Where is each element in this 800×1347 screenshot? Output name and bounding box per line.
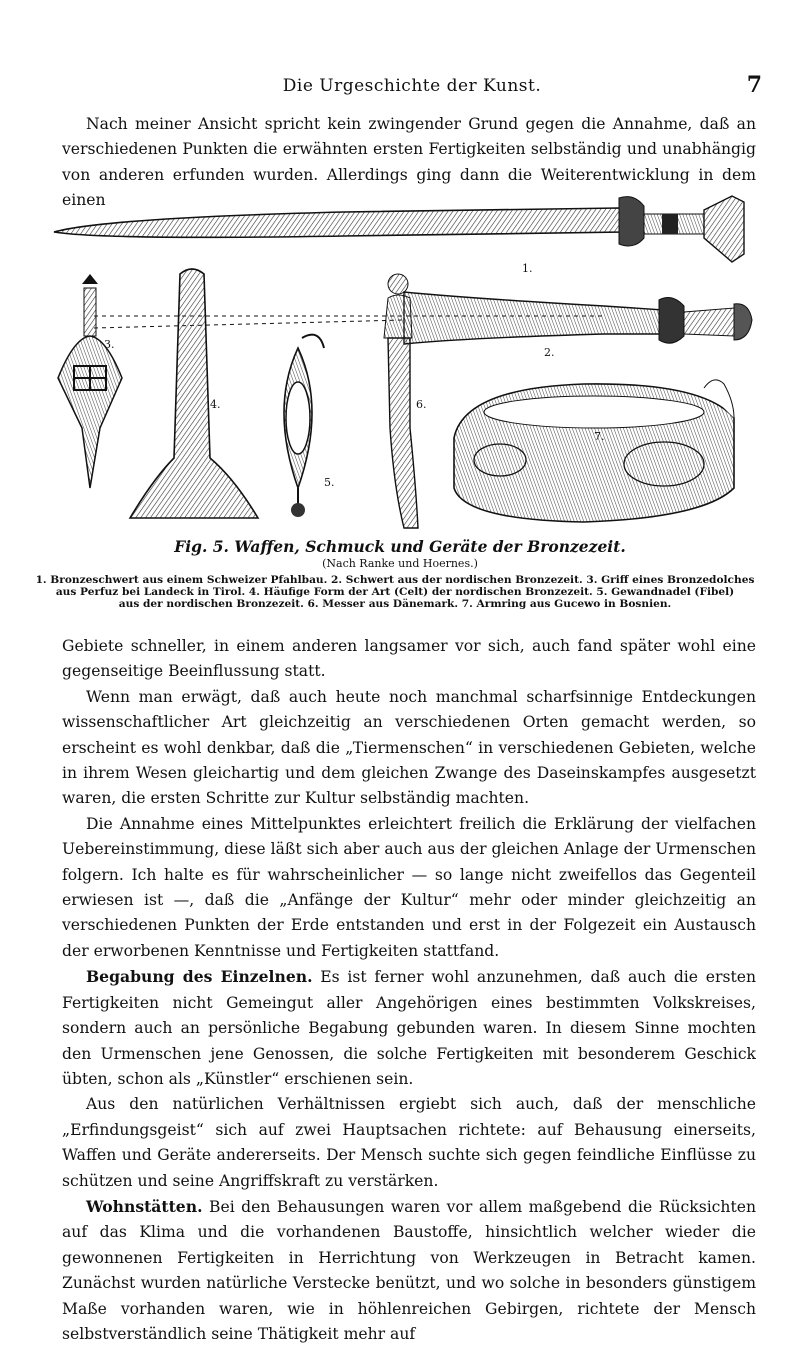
figure-label-2: 2. bbox=[544, 346, 555, 359]
figure-illustration bbox=[44, 188, 756, 538]
figure-legend-line: aus Perfuz bei Landeck in Tirol. 4. Häufige Form der Art (Celt) der nordischen Bronzezeit. 5. Gewandnadel (Fibel) bbox=[55, 586, 735, 598]
paragraph-text: Bei den Behausungen waren vor allem maßgebend die Rücksichten auf das Klima und die vorhandenen Baustoffe, hinsichtlich welcher wieder die gewonnenen Fertigkeiten in Herrichtung von Werkzeugen in Betracht kamen. Zunächst wurden natürliche Verstecke benützt, und wo solche in besonders günstigem Maße vorhanden waren, wie in höhlenreichen Gebirgen, richtete der Mensch selbstverständlich seine Thätigkeit mehr auf bbox=[62, 1197, 756, 1343]
figure-label-4: 4. bbox=[210, 398, 221, 411]
dagger-3-drawing bbox=[58, 274, 122, 488]
figure-legend bbox=[34, 574, 756, 610]
figure-legend-line: 1. Bronzeschwert aus einem Schweizer Pfahlbau. 2. Schwert aus der nordischen Bronzezeit. 3. Griff eines Bronzedolches bbox=[35, 574, 755, 586]
body-text bbox=[62, 634, 756, 1347]
section-heading-begabung: Begabung des Einzelnen. bbox=[86, 967, 313, 987]
paragraph-continuation: Gebiete schneller, in einem anderen langsamer vor sich, auch fand später wohl eine gegenseitige Beeinflussung statt. bbox=[62, 637, 756, 681]
bronze-age-figure bbox=[44, 188, 756, 538]
page-number: 7 bbox=[746, 72, 762, 98]
paragraph: Wenn man erwägt, daß auch heute noch manchmal scharfsinnige Entdeckungen wissenschaftlicher Art gleichzeitig an verschiedenen Orten gemacht werden, so erscheint es wohl denkbar, daß die „Tiermenschen“ in verschiedenen Gebieten, welche in ihrem Wesen gleichartig und dem gleichen Zwange des Daseinskampfes ausgesetzt waren, die ersten Schritte zur Kultur selbständig machten. bbox=[62, 687, 756, 808]
figure-caption: Fig. 5. Waffen, Schmuck und Geräte der Bronzezeit. bbox=[174, 537, 626, 556]
fibula-5-drawing bbox=[284, 335, 324, 517]
figure-label-3: 3. bbox=[104, 338, 115, 351]
axe-4-drawing bbox=[130, 269, 258, 518]
running-title: Die Urgeschichte der Kunst. bbox=[282, 76, 542, 96]
sword-2-drawing bbox=[404, 292, 752, 344]
armring-7-drawing bbox=[454, 380, 734, 522]
figure-label-7: 7. bbox=[594, 430, 605, 443]
figure-source: (Nach Ranke und Hoernes.) bbox=[322, 557, 478, 570]
paragraph: Die Annahme eines Mittelpunktes erleichtert freilich die Erklärung der vielfachen Uebereinstimmung, diese läßt sich aber auch aus der gleichen Anlage der Urmenschen folgern. Ich halte es für wahrscheinlicher — so lange nicht zweifellos das Gegenteil erwiesen ist —, daß die „Anfänge der Kultur“ mehr oder minder gleichzeitig an verschiedenen Punkten der Erde entstanden und erst in der Folgezeit ein Austausch der erworbenen Kenntnisse und Fertigkeiten stattfand. bbox=[62, 814, 756, 960]
paragraph-begabung bbox=[62, 964, 756, 1092]
figure-legend-line: aus der nordischen Bronzezeit. 6. Messer aus Dänemark. 7. Armring aus Gucewo in Bosnien. bbox=[118, 598, 672, 610]
section-heading-wohnstaetten: Wohnstätten. bbox=[86, 1196, 203, 1216]
paragraph: Aus den natürlichen Verhältnissen ergiebt sich auch, daß der menschliche „Erfindungsgeist“ sich auf zwei Hauptsachen richtete: auf Behausung einerseits, Waffen und Geräte andererseits. Der Mensch suchte sich gegen feindliche Einflüsse zu schützen und seine Angriffskraft zu verstärken. bbox=[62, 1095, 756, 1190]
figure-label-1: 1. bbox=[522, 262, 533, 275]
sword-1-drawing bbox=[54, 196, 744, 262]
figure-label-5: 5. bbox=[324, 476, 335, 489]
page-header bbox=[62, 72, 762, 102]
paragraph-text: Es ist ferner wohl anzunehmen, daß auch die ersten Fertigkeiten nicht Gemeingut aller Angehörigen eines bestimmten Volkskreises, sondern auch an persönliche Begabung gebunden waren. In diesem Sinne mochten den Urmenschen jene Genossen, die solche Fertigkeiten mit besonderem Geschick übten, schon als „Künstler“ erschienen sein. bbox=[62, 968, 756, 1088]
paragraph-wohnstaetten bbox=[62, 1194, 756, 1347]
figure-label-6: 6. bbox=[416, 398, 427, 411]
intro-paragraph: Nach meiner Ansicht spricht kein zwingender Grund gegen die Annahme, daß an verschiedenen Punkten die erwähnten ersten Fertigkeiten selbständig und unabhängig von anderen erfunden wurden. Allerdings ging dann die Weiterentwicklung in dem einen bbox=[62, 115, 756, 210]
